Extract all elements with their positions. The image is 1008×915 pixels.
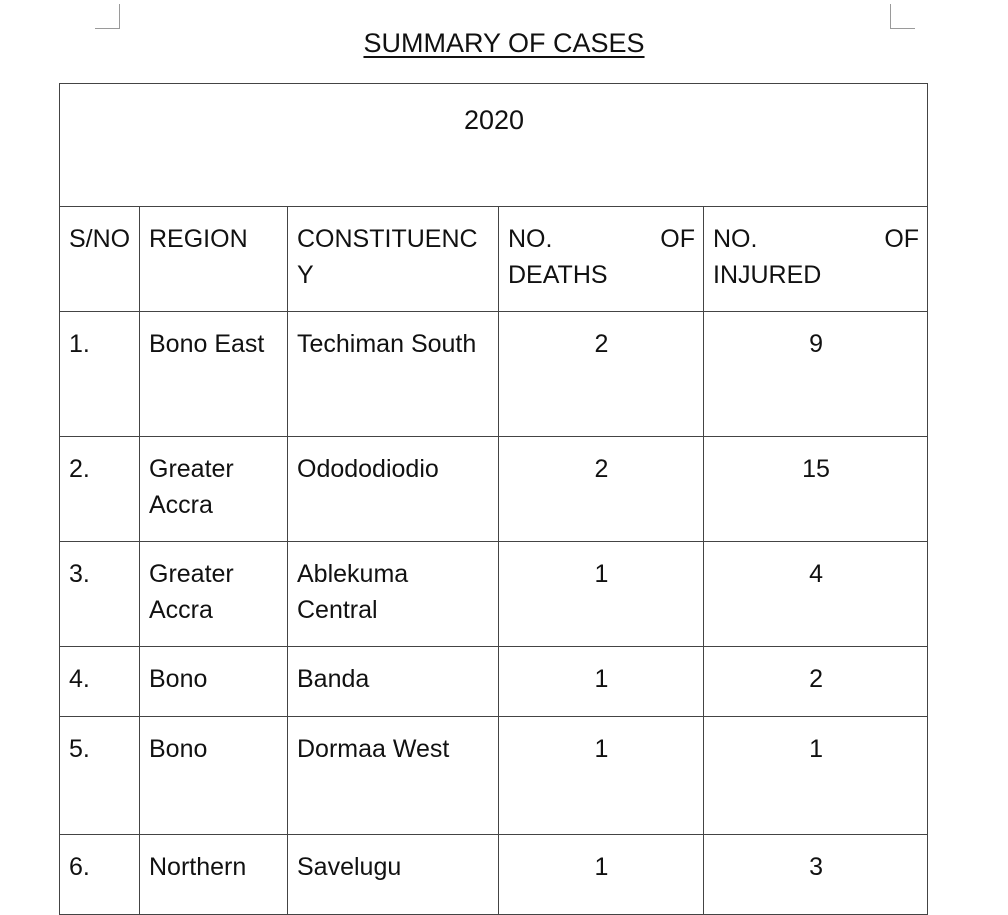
header-region: REGION bbox=[140, 207, 288, 312]
table-row bbox=[60, 835, 928, 915]
cell-sno: 6. bbox=[60, 835, 140, 915]
cell-region: Greater Accra bbox=[140, 542, 288, 647]
header-row bbox=[60, 207, 928, 312]
header-sno: S/NO bbox=[60, 207, 140, 312]
cell-injured: 9 bbox=[704, 312, 928, 437]
crop-mark-left bbox=[95, 4, 120, 29]
cell-sno: 3. bbox=[60, 542, 140, 647]
cell-injured: 2 bbox=[704, 647, 928, 717]
cell-region: Greater Accra bbox=[140, 437, 288, 542]
cell-region: Northern bbox=[140, 835, 288, 915]
cell-deaths: 1 bbox=[499, 835, 704, 915]
table-row bbox=[60, 542, 928, 647]
cell-sno: 1. bbox=[60, 312, 140, 437]
cell-constituency: Odododiodio bbox=[288, 437, 499, 542]
cell-injured: 1 bbox=[704, 717, 928, 835]
year-cell: 2020 bbox=[60, 84, 928, 207]
cell-constituency: Ablekuma Central bbox=[288, 542, 499, 647]
table-row bbox=[60, 717, 928, 835]
header-deaths-part3: DEATHS bbox=[508, 261, 608, 289]
cell-injured: 15 bbox=[704, 437, 928, 542]
cell-sno: 5. bbox=[60, 717, 140, 835]
table-row bbox=[60, 647, 928, 717]
cell-region: Bono East bbox=[140, 312, 288, 437]
header-injured bbox=[704, 207, 928, 312]
cell-constituency: Techiman South bbox=[288, 312, 499, 437]
table-row bbox=[60, 437, 928, 542]
cell-region: Bono bbox=[140, 717, 288, 835]
header-deaths-part2: OF bbox=[660, 225, 695, 253]
cell-region: Bono bbox=[140, 647, 288, 717]
header-deaths-part1: NO. bbox=[508, 225, 553, 253]
cell-sno: 4. bbox=[60, 647, 140, 717]
cases-table bbox=[59, 83, 928, 915]
cell-deaths: 2 bbox=[499, 437, 704, 542]
document-title: SUMMARY OF CASES bbox=[363, 28, 645, 58]
header-constituency: CONSTITUENCY bbox=[288, 207, 499, 312]
year-row bbox=[60, 84, 928, 207]
crop-mark-right bbox=[890, 4, 915, 29]
table-row bbox=[60, 312, 928, 437]
header-injured-part3: INJURED bbox=[713, 261, 822, 289]
header-injured-part2: OF bbox=[884, 225, 920, 253]
cell-injured: 3 bbox=[704, 835, 928, 915]
cell-deaths: 2 bbox=[499, 312, 704, 437]
cell-constituency: Savelugu bbox=[288, 835, 499, 915]
cell-sno: 2. bbox=[60, 437, 140, 542]
header-deaths bbox=[499, 207, 704, 312]
cell-deaths: 1 bbox=[499, 717, 704, 835]
cell-injured: 4 bbox=[704, 542, 928, 647]
header-injured-part1: NO. bbox=[713, 225, 758, 253]
cell-deaths: 1 bbox=[499, 542, 704, 647]
cell-deaths: 1 bbox=[499, 647, 704, 717]
cell-constituency: Banda bbox=[288, 647, 499, 717]
cell-constituency: Dormaa West bbox=[288, 717, 499, 835]
